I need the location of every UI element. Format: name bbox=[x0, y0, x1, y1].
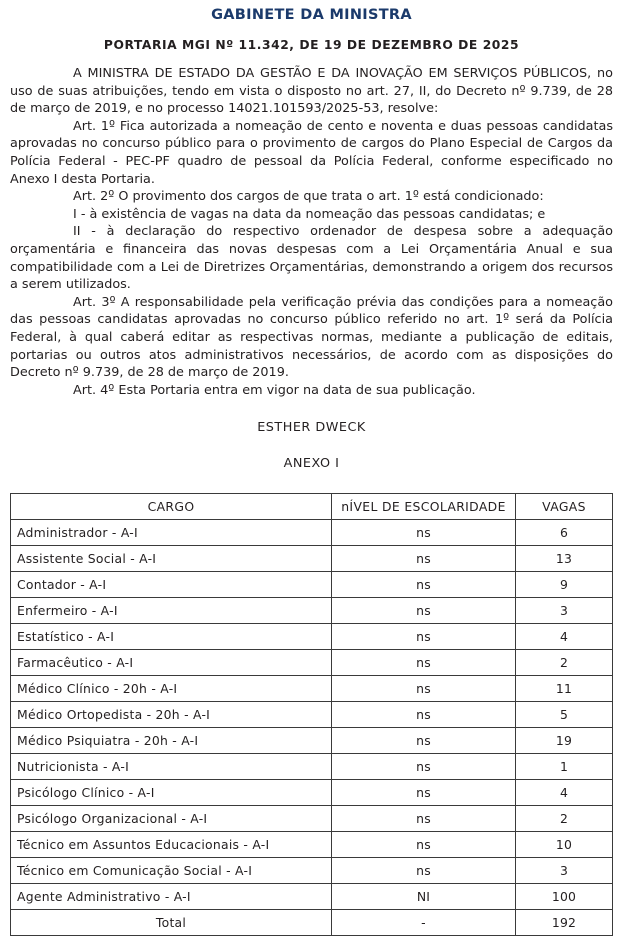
cell-nivel: ns bbox=[332, 520, 516, 546]
cell-vagas: 11 bbox=[516, 676, 613, 702]
cell-total-vagas: 192 bbox=[516, 910, 613, 936]
cell-vagas: 4 bbox=[516, 780, 613, 806]
table-row bbox=[11, 728, 613, 754]
cell-cargo: Médico Ortopedista - 20h - A-I bbox=[11, 702, 332, 728]
cell-nivel: ns bbox=[332, 832, 516, 858]
paragraph-item-i: I - à existência de vagas na data da nomeação das pessoas candidatas; e bbox=[73, 206, 546, 222]
cell-vagas: 9 bbox=[516, 572, 613, 598]
paragraph-art-1: Art. 1º Fica autorizada a nomeação de cento e noventa e duas pessoas candidatas aprovadas no concurso público para o provimento de cargos do Plano Especial de Cargos da Polícia Federal - PEC-PF quadro de pessoal da Polícia Federal, conforme especificado no Anexo I desta Portaria. bbox=[10, 118, 613, 187]
cell-cargo: Agente Administrativo - A-I bbox=[11, 884, 332, 910]
cell-nivel: ns bbox=[332, 572, 516, 598]
cell-cargo: Estatístico - A-I bbox=[11, 624, 332, 650]
annex-label: ANEXO I bbox=[283, 456, 340, 472]
table-row bbox=[11, 884, 613, 910]
table-row bbox=[11, 572, 613, 598]
cell-vagas: 13 bbox=[516, 546, 613, 572]
cell-cargo: Assistente Social - A-I bbox=[11, 546, 332, 572]
cell-vagas: 6 bbox=[516, 520, 613, 546]
cell-vagas: 5 bbox=[516, 702, 613, 728]
column-header-vagas: VAGAS bbox=[516, 494, 613, 520]
table-row bbox=[11, 702, 613, 728]
cell-vagas: 2 bbox=[516, 650, 613, 676]
table-row bbox=[11, 754, 613, 780]
table-row bbox=[11, 624, 613, 650]
cell-vagas: 1 bbox=[516, 754, 613, 780]
cell-total-nivel: - bbox=[332, 910, 516, 936]
table-total-row bbox=[11, 910, 613, 936]
document-page bbox=[0, 6, 623, 931]
table-body bbox=[11, 520, 613, 936]
cell-cargo: Contador - A-I bbox=[11, 572, 332, 598]
page-title: GABINETE DA MINISTRA bbox=[211, 7, 412, 23]
cell-cargo: Farmacêutico - A-I bbox=[11, 650, 332, 676]
table-header-row bbox=[11, 494, 613, 520]
table-row bbox=[11, 546, 613, 572]
cell-cargo: Administrador - A-I bbox=[11, 520, 332, 546]
column-header-cargo: CARGO bbox=[11, 494, 332, 520]
cell-cargo: Técnico em Assuntos Educacionais - A-I bbox=[11, 832, 332, 858]
cell-vagas: 10 bbox=[516, 832, 613, 858]
cell-nivel: ns bbox=[332, 546, 516, 572]
cell-nivel: ns bbox=[332, 728, 516, 754]
cell-nivel: ns bbox=[332, 676, 516, 702]
paragraph-item-ii: II - à declaração do respectivo ordenador de despesa sobre a adequação orçamentária e financeira das novas despesas com a Lei Orçamentária Anual e sua compatibilidade com a Lei de Diretrizes Orçamentárias, demonstrando a origem dos recursos a serem utilizados. bbox=[10, 224, 613, 293]
cell-cargo: Nutricionista - A-I bbox=[11, 754, 332, 780]
cell-vagas: 19 bbox=[516, 728, 613, 754]
paragraph-preamble: A MINISTRA DE ESTADO DA GESTÃO E DA INOVAÇÃO EM SERVIÇOS PÚBLICOS, no uso de suas atribuições, tendo em vista o disposto no art. 27, II, do Decreto nº 9.739, de 28 de março de 2019, e no processo 14021.101593/2025-53, resolve: bbox=[10, 66, 613, 117]
cell-nivel: ns bbox=[332, 598, 516, 624]
paragraph-art-2: Art. 2º O provimento dos cargos de que trata o art. 1º está condicionado: bbox=[73, 189, 544, 205]
cell-nivel: ns bbox=[332, 780, 516, 806]
cell-nivel: ns bbox=[332, 858, 516, 884]
cell-vagas: 4 bbox=[516, 624, 613, 650]
table-row bbox=[11, 858, 613, 884]
portaria-subtitle: PORTARIA MGI Nº 11.342, DE 19 DE DEZEMBRO DE 2025 bbox=[103, 38, 520, 52]
document-body bbox=[10, 65, 613, 399]
paragraph-art-4: Art. 4º Esta Portaria entra em vigor na data de sua publicação. bbox=[73, 382, 476, 398]
cell-nivel: ns bbox=[332, 806, 516, 832]
table-row bbox=[11, 598, 613, 624]
table-row bbox=[11, 650, 613, 676]
cell-nivel: ns bbox=[332, 754, 516, 780]
table-row bbox=[11, 520, 613, 546]
cell-cargo: Técnico em Comunicação Social - A-I bbox=[11, 858, 332, 884]
cell-cargo: Médico Clínico - 20h - A-I bbox=[11, 676, 332, 702]
table-row bbox=[11, 780, 613, 806]
cell-cargo: Médico Psiquiatra - 20h - A-I bbox=[11, 728, 332, 754]
table-row bbox=[11, 806, 613, 832]
cell-vagas: 100 bbox=[516, 884, 613, 910]
signature-name: ESTHER DWECK bbox=[257, 420, 366, 436]
table-row bbox=[11, 676, 613, 702]
cell-cargo: Psicólogo Organizacional - A-I bbox=[11, 806, 332, 832]
column-header-nivel: nÍVEL DE ESCOLARIDADE bbox=[332, 494, 516, 520]
cell-cargo: Enfermeiro - A-I bbox=[11, 598, 332, 624]
cell-cargo: Psicólogo Clínico - A-I bbox=[11, 780, 332, 806]
cell-nivel: ns bbox=[332, 702, 516, 728]
cell-nivel: NI bbox=[332, 884, 516, 910]
cell-vagas: 2 bbox=[516, 806, 613, 832]
paragraph-art-3: Art. 3º A responsabilidade pela verificação prévia das condições para a nomeação das pessoas candidatas aprovadas no concurso público referido no art. 1º será da Polícia Federal, à qual caberá editar as respectivas normas, mediante a publicação de editais, portarias ou outros atos administrativos necessários, de acordo com as disposições do Decreto nº 9.739, de 28 de março de 2019. bbox=[10, 294, 613, 381]
cell-nivel: ns bbox=[332, 624, 516, 650]
table-row bbox=[11, 832, 613, 858]
cell-vagas: 3 bbox=[516, 858, 613, 884]
cell-vagas: 3 bbox=[516, 598, 613, 624]
cell-total-label: Total bbox=[11, 910, 332, 936]
cell-nivel: ns bbox=[332, 650, 516, 676]
anexo-table bbox=[10, 493, 613, 936]
